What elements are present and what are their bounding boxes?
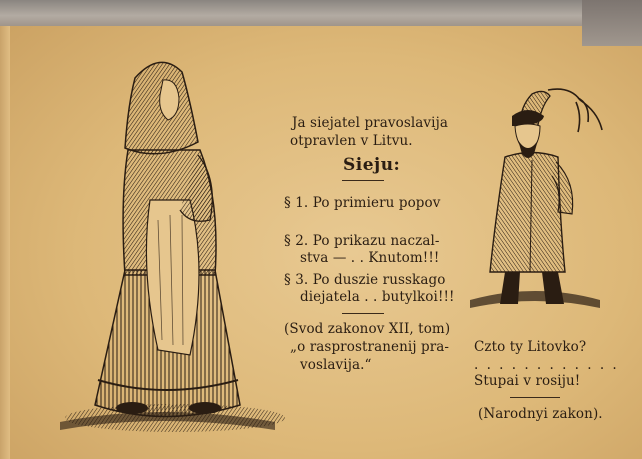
verse-line-2: otpravlen v Litvu.	[290, 133, 413, 149]
divider-rule	[342, 313, 384, 314]
peasant-woman-illustration	[40, 50, 290, 445]
top-border-band	[0, 0, 642, 26]
source-line-3: voslavija.“	[300, 357, 372, 373]
divider-rule	[510, 397, 560, 398]
left-paper-edge	[0, 26, 10, 459]
paragraph-1: § 1. Po primieru popov	[284, 195, 441, 211]
paragraph-2-line-1: § 2. Po prikazu naczal-	[284, 233, 440, 249]
paragraph-2-line-2: stva — . . Knutom!!!	[300, 250, 440, 266]
right-verse-dots: . . . . . . . . . . . .	[474, 357, 619, 373]
right-verse-source: (Narodnyi zakon).	[478, 406, 603, 422]
divider-rule	[342, 180, 384, 181]
paragraph-3-line-2: diejatela . . butylkoi!!!	[300, 289, 455, 305]
source-line-2: „o rasprostranenij pra-	[290, 339, 450, 355]
right-verse-line-2: Stupai v rosiju!	[474, 373, 581, 389]
man-with-knout-illustration	[460, 82, 610, 327]
top-border-corner	[582, 0, 642, 46]
heading-sieju: Sieju:	[343, 155, 401, 175]
paragraph-3-line-1: § 3. Po duszie russkago	[284, 272, 446, 288]
right-verse-line-1: Czto ty Litovko?	[474, 339, 587, 355]
source-line-1: (Svod zakonov XII, tom)	[284, 321, 451, 337]
verse-line-1: Ja siejatel pravoslavija	[292, 115, 449, 131]
